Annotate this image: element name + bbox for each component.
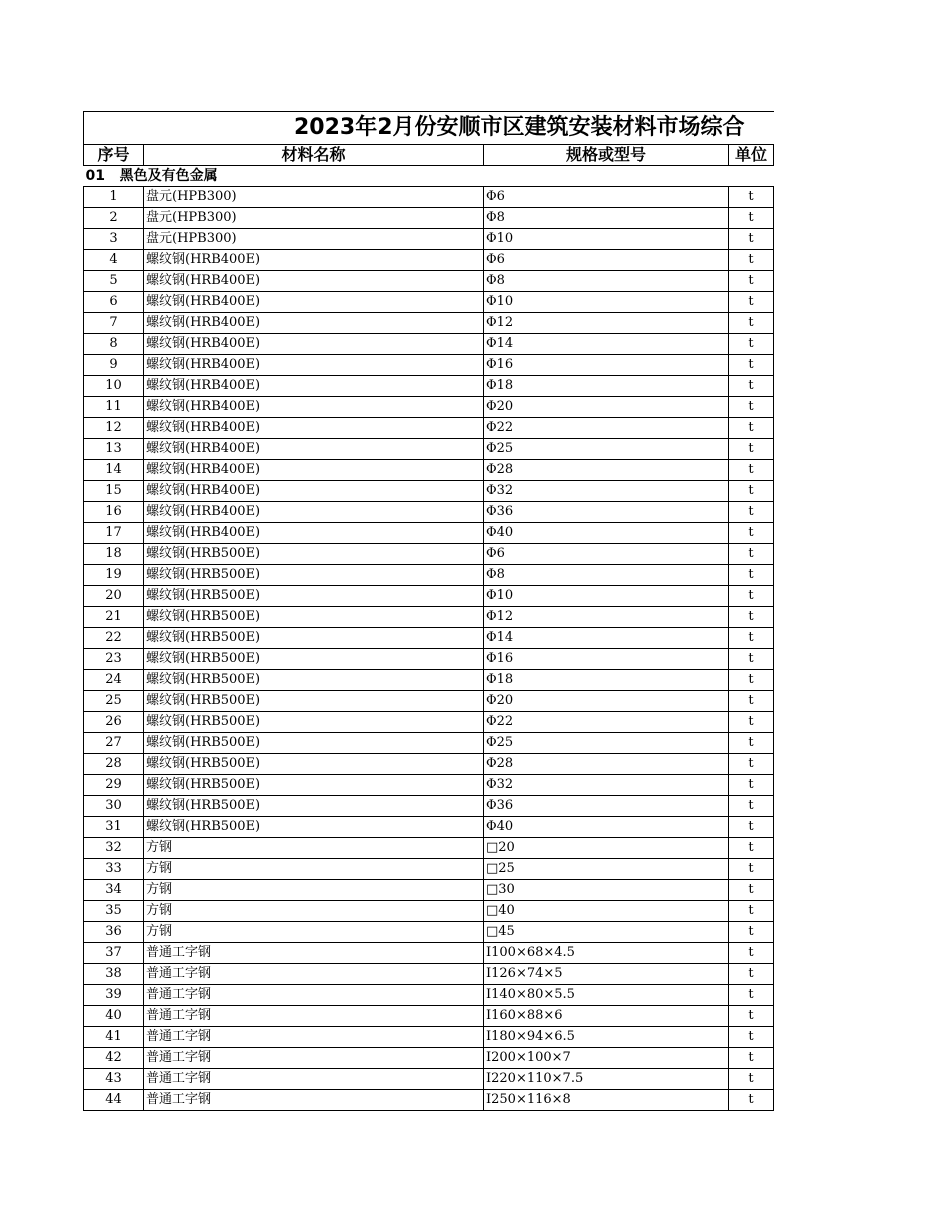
material-name: 螺纹钢(HRB400E) [144, 250, 484, 271]
spec-model: Φ14 [484, 628, 729, 649]
unit: t [729, 187, 774, 208]
row-number: 1 [84, 187, 144, 208]
spec-model: □20 [484, 838, 729, 859]
spec-model: Φ12 [484, 607, 729, 628]
header-unit: 单位 [729, 145, 774, 166]
row-number: 26 [84, 712, 144, 733]
table-row [84, 649, 774, 670]
table-row [84, 838, 774, 859]
spec-model: Φ14 [484, 334, 729, 355]
category-label [84, 166, 774, 187]
spec-model: I180×94×6.5 [484, 1027, 729, 1048]
row-number: 17 [84, 523, 144, 544]
material-name: 螺纹钢(HRB400E) [144, 523, 484, 544]
material-name: 螺纹钢(HRB400E) [144, 502, 484, 523]
row-number: 6 [84, 292, 144, 313]
table-row [84, 502, 774, 523]
row-number: 44 [84, 1090, 144, 1111]
table-row [84, 796, 774, 817]
unit: t [729, 691, 774, 712]
spec-model: Φ8 [484, 565, 729, 586]
unit: t [729, 628, 774, 649]
spec-model: I220×110×7.5 [484, 1069, 729, 1090]
material-name: 螺纹钢(HRB400E) [144, 313, 484, 334]
spec-model: Φ18 [484, 670, 729, 691]
row-number: 38 [84, 964, 144, 985]
material-name: 普通工字钢 [144, 1027, 484, 1048]
table-row [84, 565, 774, 586]
material-name: 螺纹钢(HRB500E) [144, 607, 484, 628]
unit: t [729, 460, 774, 481]
row-number: 37 [84, 943, 144, 964]
row-number: 33 [84, 859, 144, 880]
unit: t [729, 838, 774, 859]
table-row [84, 712, 774, 733]
unit: t [729, 271, 774, 292]
table-row [84, 985, 774, 1006]
unit: t [729, 859, 774, 880]
material-name: 螺纹钢(HRB500E) [144, 544, 484, 565]
table-row [84, 607, 774, 628]
unit: t [729, 1090, 774, 1111]
material-name: 螺纹钢(HRB400E) [144, 481, 484, 502]
unit: t [729, 901, 774, 922]
table-row [84, 880, 774, 901]
row-number: 28 [84, 754, 144, 775]
row-number: 8 [84, 334, 144, 355]
spec-model: Φ10 [484, 229, 729, 250]
unit: t [729, 964, 774, 985]
material-name: 螺纹钢(HRB500E) [144, 712, 484, 733]
row-number: 27 [84, 733, 144, 754]
unit: t [729, 565, 774, 586]
table-body [84, 187, 774, 1111]
unit: t [729, 607, 774, 628]
row-number: 39 [84, 985, 144, 1006]
table-row [84, 964, 774, 985]
table-row [84, 628, 774, 649]
table-row [84, 334, 774, 355]
row-number: 18 [84, 544, 144, 565]
material-name: 螺纹钢(HRB400E) [144, 376, 484, 397]
table-row [84, 670, 774, 691]
table-row [84, 1090, 774, 1111]
spec-model: I160×88×6 [484, 1006, 729, 1027]
table-row [84, 355, 774, 376]
unit: t [729, 355, 774, 376]
table-row [84, 691, 774, 712]
table-row [84, 817, 774, 838]
row-number: 7 [84, 313, 144, 334]
table-row [84, 523, 774, 544]
row-number: 34 [84, 880, 144, 901]
spec-model: Φ36 [484, 502, 729, 523]
unit: t [729, 229, 774, 250]
row-number: 21 [84, 607, 144, 628]
spec-model: I126×74×5 [484, 964, 729, 985]
spec-model: Φ16 [484, 355, 729, 376]
material-name: 方钢 [144, 838, 484, 859]
material-name: 盘元(HPB300) [144, 187, 484, 208]
table-row [84, 1006, 774, 1027]
material-name: 螺纹钢(HRB500E) [144, 733, 484, 754]
spec-model: □30 [484, 880, 729, 901]
material-name: 方钢 [144, 901, 484, 922]
spec-model: I140×80×5.5 [484, 985, 729, 1006]
table-row [84, 313, 774, 334]
material-name: 普通工字钢 [144, 1048, 484, 1069]
spec-model: Φ16 [484, 649, 729, 670]
unit: t [729, 754, 774, 775]
materials-table [83, 111, 774, 1111]
category-code: 01 [85, 168, 105, 184]
material-name: 螺纹钢(HRB500E) [144, 691, 484, 712]
spec-model: Φ40 [484, 523, 729, 544]
table-row [84, 271, 774, 292]
row-number: 14 [84, 460, 144, 481]
table-row [84, 292, 774, 313]
row-number: 35 [84, 901, 144, 922]
row-number: 2 [84, 208, 144, 229]
unit: t [729, 481, 774, 502]
row-number: 40 [84, 1006, 144, 1027]
table-row [84, 229, 774, 250]
title-row [84, 112, 774, 145]
material-name: 方钢 [144, 880, 484, 901]
unit: t [729, 733, 774, 754]
table-row [84, 901, 774, 922]
unit: t [729, 775, 774, 796]
unit: t [729, 985, 774, 1006]
table-row [84, 481, 774, 502]
unit: t [729, 439, 774, 460]
spec-model: Φ22 [484, 712, 729, 733]
material-name: 螺纹钢(HRB500E) [144, 670, 484, 691]
table-row [84, 754, 774, 775]
unit: t [729, 943, 774, 964]
material-name: 普通工字钢 [144, 964, 484, 985]
table-row [84, 418, 774, 439]
spec-model: Φ32 [484, 775, 729, 796]
header-name: 材料名称 [144, 145, 484, 166]
header-row [84, 145, 774, 166]
row-number: 10 [84, 376, 144, 397]
table-row [84, 922, 774, 943]
unit: t [729, 1069, 774, 1090]
spec-model: Φ20 [484, 397, 729, 418]
table-row [84, 1048, 774, 1069]
unit: t [729, 250, 774, 271]
material-name: 螺纹钢(HRB500E) [144, 628, 484, 649]
table-row [84, 1069, 774, 1090]
unit: t [729, 586, 774, 607]
table-row [84, 1027, 774, 1048]
unit: t [729, 880, 774, 901]
price-sheet [83, 111, 773, 1111]
table-row [84, 859, 774, 880]
spec-model: Φ20 [484, 691, 729, 712]
table-row [84, 376, 774, 397]
table-row [84, 775, 774, 796]
material-name: 螺纹钢(HRB400E) [144, 271, 484, 292]
unit: t [729, 418, 774, 439]
unit: t [729, 1006, 774, 1027]
unit: t [729, 712, 774, 733]
spec-model: Φ8 [484, 208, 729, 229]
row-number: 11 [84, 397, 144, 418]
material-name: 螺纹钢(HRB400E) [144, 397, 484, 418]
table-row [84, 439, 774, 460]
row-number: 30 [84, 796, 144, 817]
category-name: 黑色及有色金属 [119, 168, 218, 184]
material-name: 方钢 [144, 859, 484, 880]
material-name: 螺纹钢(HRB400E) [144, 439, 484, 460]
row-number: 19 [84, 565, 144, 586]
spec-model: Φ25 [484, 733, 729, 754]
header-no: 序号 [84, 145, 144, 166]
spec-model: □45 [484, 922, 729, 943]
spec-model: Φ6 [484, 187, 729, 208]
material-name: 普通工字钢 [144, 1090, 484, 1111]
spec-model: Φ6 [484, 544, 729, 565]
row-number: 15 [84, 481, 144, 502]
row-number: 3 [84, 229, 144, 250]
spec-model: Φ10 [484, 292, 729, 313]
table-row [84, 733, 774, 754]
spec-model: Φ18 [484, 376, 729, 397]
unit: t [729, 397, 774, 418]
material-name: 螺纹钢(HRB500E) [144, 796, 484, 817]
row-number: 41 [84, 1027, 144, 1048]
unit: t [729, 376, 774, 397]
material-name: 螺纹钢(HRB500E) [144, 649, 484, 670]
spec-model: Φ22 [484, 418, 729, 439]
unit: t [729, 649, 774, 670]
spec-model: I250×116×8 [484, 1090, 729, 1111]
material-name: 螺纹钢(HRB400E) [144, 418, 484, 439]
unit: t [729, 502, 774, 523]
material-name: 螺纹钢(HRB400E) [144, 355, 484, 376]
unit: t [729, 670, 774, 691]
material-name: 螺纹钢(HRB500E) [144, 775, 484, 796]
table-row [84, 544, 774, 565]
row-number: 31 [84, 817, 144, 838]
table-row [84, 187, 774, 208]
material-name: 普通工字钢 [144, 1069, 484, 1090]
row-number: 13 [84, 439, 144, 460]
header-spec: 规格或型号 [484, 145, 729, 166]
table-row [84, 943, 774, 964]
material-name: 螺纹钢(HRB500E) [144, 817, 484, 838]
material-name: 螺纹钢(HRB500E) [144, 586, 484, 607]
unit: t [729, 313, 774, 334]
row-number: 22 [84, 628, 144, 649]
row-number: 25 [84, 691, 144, 712]
unit: t [729, 922, 774, 943]
row-number: 9 [84, 355, 144, 376]
spec-model: □25 [484, 859, 729, 880]
table-row [84, 208, 774, 229]
material-name: 方钢 [144, 922, 484, 943]
row-number: 23 [84, 649, 144, 670]
material-name: 普通工字钢 [144, 943, 484, 964]
material-name: 盘元(HPB300) [144, 208, 484, 229]
unit: t [729, 334, 774, 355]
unit: t [729, 208, 774, 229]
spec-model: Φ28 [484, 754, 729, 775]
unit: t [729, 544, 774, 565]
spec-model: Φ28 [484, 460, 729, 481]
spec-model: Φ25 [484, 439, 729, 460]
material-name: 螺纹钢(HRB500E) [144, 565, 484, 586]
material-name: 螺纹钢(HRB400E) [144, 460, 484, 481]
table-row [84, 250, 774, 271]
table-row [84, 586, 774, 607]
unit: t [729, 817, 774, 838]
spec-model: Φ32 [484, 481, 729, 502]
material-name: 螺纹钢(HRB400E) [144, 292, 484, 313]
row-number: 16 [84, 502, 144, 523]
spec-model: Φ6 [484, 250, 729, 271]
spec-model: I200×100×7 [484, 1048, 729, 1069]
spec-model: Φ10 [484, 586, 729, 607]
row-number: 42 [84, 1048, 144, 1069]
spec-model: Φ8 [484, 271, 729, 292]
row-number: 43 [84, 1069, 144, 1090]
row-number: 29 [84, 775, 144, 796]
material-name: 普通工字钢 [144, 1006, 484, 1027]
material-name: 普通工字钢 [144, 985, 484, 1006]
row-number: 36 [84, 922, 144, 943]
sheet-title: 2023年2月份安顺市区建筑安装材料市场综合 [84, 112, 774, 145]
material-name: 盘元(HPB300) [144, 229, 484, 250]
unit: t [729, 1048, 774, 1069]
unit: t [729, 292, 774, 313]
row-number: 32 [84, 838, 144, 859]
material-name: 螺纹钢(HRB500E) [144, 754, 484, 775]
spec-model: Φ12 [484, 313, 729, 334]
row-number: 4 [84, 250, 144, 271]
material-name: 螺纹钢(HRB400E) [144, 334, 484, 355]
category-row [84, 166, 774, 187]
unit: t [729, 1027, 774, 1048]
table-row [84, 397, 774, 418]
row-number: 24 [84, 670, 144, 691]
spec-model: Φ36 [484, 796, 729, 817]
spec-model: Φ40 [484, 817, 729, 838]
row-number: 20 [84, 586, 144, 607]
row-number: 12 [84, 418, 144, 439]
spec-model: □40 [484, 901, 729, 922]
spec-model: I100×68×4.5 [484, 943, 729, 964]
unit: t [729, 796, 774, 817]
row-number: 5 [84, 271, 144, 292]
unit: t [729, 523, 774, 544]
table-row [84, 460, 774, 481]
